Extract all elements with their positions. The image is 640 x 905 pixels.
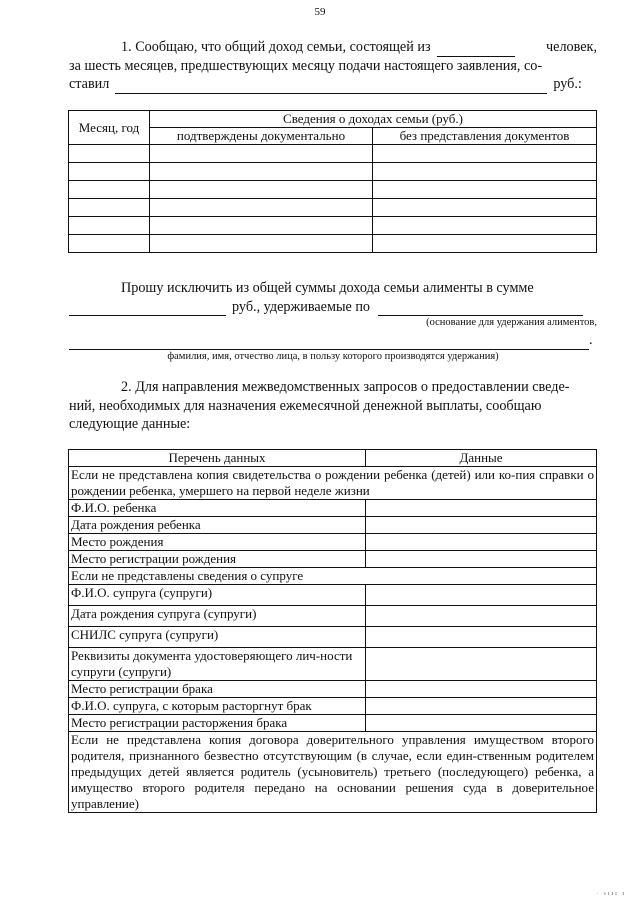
- income-cell-month[interactable]: [69, 181, 150, 199]
- field-row: [69, 500, 597, 517]
- income-row: [69, 163, 597, 181]
- income-row: [69, 217, 597, 235]
- income-cell-month[interactable]: [69, 217, 150, 235]
- income-cell-month[interactable]: [69, 199, 150, 217]
- field-row: [69, 551, 597, 568]
- income-cell-confirmed[interactable]: [150, 163, 373, 181]
- field-row: [69, 606, 597, 627]
- field-value[interactable]: [366, 648, 597, 681]
- alimony-paragraph: [69, 279, 597, 363]
- section1-line3: [69, 75, 597, 94]
- section1-text-c: за шесть месяцев, предшествующих месяцу подачи настоящего заявления, со-: [69, 57, 543, 74]
- section-header-row: [69, 732, 597, 813]
- section1-text-b: человек,: [546, 39, 597, 55]
- col-month-header: Месяц, год: [69, 111, 150, 145]
- income-row: [69, 199, 597, 217]
- section2-text-c: следующие данные:: [69, 416, 191, 432]
- income-row: [69, 145, 597, 163]
- field-label: Ф.И.О. ребенка: [69, 500, 366, 517]
- field-value[interactable]: [366, 606, 597, 627]
- field-row: [69, 534, 597, 551]
- field-value[interactable]: [366, 715, 597, 732]
- alimony-line3: [69, 331, 597, 350]
- field-row: [69, 585, 597, 606]
- income-row: [69, 181, 597, 199]
- alimony-amount-blank[interactable]: [69, 301, 226, 316]
- total-income-blank[interactable]: [115, 79, 547, 94]
- alimony-note1: (основание для удержания алиментов,: [426, 317, 597, 328]
- field-row: [69, 627, 597, 648]
- income-cell-unconfirmed[interactable]: [373, 217, 597, 235]
- field-value[interactable]: [366, 551, 597, 568]
- alimony-text-a: Прошу исключить из общей суммы дохода семьи алименты в сумме: [121, 280, 534, 296]
- field-value[interactable]: [366, 517, 597, 534]
- section1-line2: [69, 57, 597, 76]
- field-label: Место регистрации брака: [69, 681, 366, 698]
- field-label: Место рождения: [69, 534, 366, 551]
- income-cell-confirmed[interactable]: [150, 145, 373, 163]
- field-row: [69, 681, 597, 698]
- field-row: [69, 517, 597, 534]
- alimony-period: .: [589, 332, 593, 348]
- section1-text-e: руб.:: [553, 76, 582, 92]
- field-value[interactable]: [366, 534, 597, 551]
- field-label: Дата рождения супруга (супруги): [69, 606, 366, 627]
- alimony-note2: фамилия, имя, отчество лица, в пользу которого производятся удержания): [167, 350, 499, 362]
- data-table: [68, 449, 597, 813]
- field-row: [69, 715, 597, 732]
- income-cell-month[interactable]: [69, 163, 150, 181]
- field-row: [69, 698, 597, 715]
- section-condition-text: Если не представлены сведения о супруге: [69, 568, 597, 585]
- section1-text-d: ставил: [69, 76, 110, 92]
- field-label: Место регистрации расторжения брака: [69, 715, 366, 732]
- field-value[interactable]: [366, 698, 597, 715]
- section2-paragraph: [69, 378, 597, 434]
- income-group-header: Сведения о доходах семьи (руб.): [150, 111, 597, 128]
- section-header-row: [69, 467, 597, 500]
- field-value[interactable]: [366, 681, 597, 698]
- income-cell-confirmed[interactable]: [150, 181, 373, 199]
- col-list-header: Перечень данных: [69, 450, 366, 467]
- income-cell-unconfirmed[interactable]: [373, 235, 597, 253]
- income-cell-unconfirmed[interactable]: [373, 163, 597, 181]
- col-unconfirmed-header: без представления документов: [373, 128, 597, 145]
- section-condition-text: Если не представлена копия договора доверительного управления имуществом второго родителя, признанного безвестно отсутствующим (в случае, если един-ственным родителем предыдущих детей является родитель (усыновитель) третьего (последующего) ребенка, а имущество второго родителя передано на основании решения суда в доверительное управление): [69, 732, 597, 813]
- income-cell-unconfirmed[interactable]: [373, 181, 597, 199]
- section2-line3: [69, 415, 597, 434]
- field-value[interactable]: [366, 627, 597, 648]
- page-number: 59: [314, 6, 326, 18]
- alimony-line2: [69, 298, 597, 317]
- field-row: [69, 648, 597, 681]
- income-cell-month[interactable]: [69, 235, 150, 253]
- field-value[interactable]: [366, 585, 597, 606]
- field-label: Дата рождения ребенка: [69, 517, 366, 534]
- alimony-basis-blank[interactable]: [378, 301, 583, 316]
- scan-mark: · ıııı ı: [596, 891, 626, 897]
- section1-paragraph: [69, 38, 597, 94]
- section2-text-a: 2. Для направления межведомственных запросов о предоставлении сведе-: [121, 379, 570, 395]
- field-label: Ф.И.О. супруга (супруги): [69, 585, 366, 606]
- income-cell-unconfirmed[interactable]: [373, 145, 597, 163]
- alimony-text-b: руб., удерживаемые по: [232, 298, 371, 315]
- family-size-blank[interactable]: [437, 42, 515, 57]
- income-row: [69, 235, 597, 253]
- section-header-row: [69, 568, 597, 585]
- alimony-line1: [69, 279, 597, 298]
- income-cell-confirmed[interactable]: [150, 235, 373, 253]
- section1-line1: [69, 38, 597, 57]
- col-data-header: Данные: [366, 450, 597, 467]
- section1-text-a: 1. Сообщаю, что общий доход семьи, состоящей из: [121, 39, 431, 55]
- income-cell-month[interactable]: [69, 145, 150, 163]
- income-cell-unconfirmed[interactable]: [373, 199, 597, 217]
- income-cell-confirmed[interactable]: [150, 217, 373, 235]
- field-label: Место регистрации рождения: [69, 551, 366, 568]
- section2-text-b: ний, необходимых для назначения ежемесячной денежной выплаты, сообщаю: [69, 397, 542, 414]
- field-label: Реквизиты документа удостоверяющего лич-ности супруги (супруги): [69, 648, 366, 681]
- field-value[interactable]: [366, 500, 597, 517]
- field-label: Ф.И.О. супруга, с которым расторгнут брак: [69, 698, 366, 715]
- section2-line2: [69, 397, 597, 416]
- income-cell-confirmed[interactable]: [150, 199, 373, 217]
- section2-line1: [69, 378, 597, 397]
- col-confirmed-header: подтверждены документально: [150, 128, 373, 145]
- alimony-recipient-blank[interactable]: [69, 335, 589, 350]
- field-label: СНИЛС супруга (супруги): [69, 627, 366, 648]
- income-table: [68, 110, 597, 253]
- section-condition-text: Если не представлена копия свидетельства о рождении ребенка (детей) или ко-пия справки о рождении ребенка, умершего на первой неделе жизни: [69, 467, 597, 500]
